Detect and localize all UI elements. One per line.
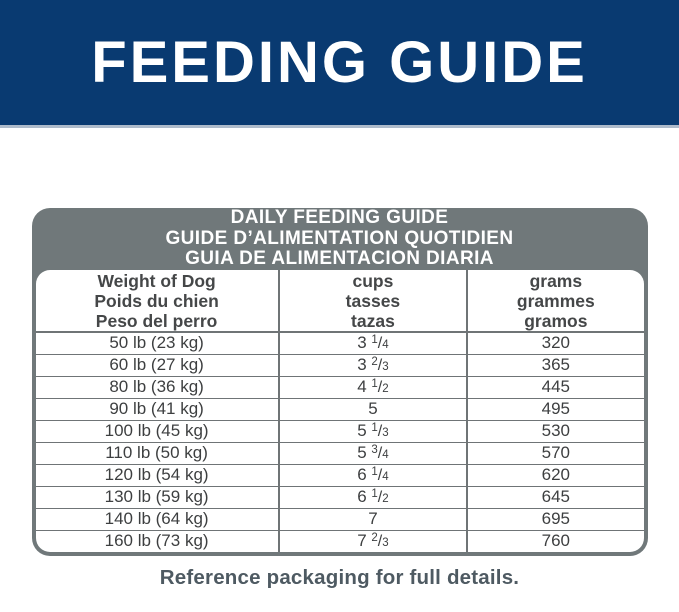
weight-cell: 100 lb (45 kg)	[36, 420, 279, 442]
fraction-slash: /	[377, 467, 383, 484]
fraction-denominator: 4	[382, 449, 389, 461]
cups-cell: 7 $^2$/3	[279, 530, 467, 552]
table-row	[36, 332, 644, 354]
fraction-numerator: 1	[371, 378, 378, 390]
table-row	[36, 354, 644, 376]
col-header-grams: grams grammes gramos	[467, 270, 643, 332]
cups-cell: 5 $^1$/3	[279, 420, 467, 442]
table-row	[36, 420, 644, 442]
fraction-denominator: 2	[382, 493, 389, 505]
cups-cell: 3 $^1$/4	[279, 332, 467, 354]
fraction-slash: /	[377, 379, 383, 396]
weight-cell: 160 lb (73 kg)	[36, 530, 279, 552]
fraction-slash: /	[377, 335, 383, 353]
weight-cell: 50 lb (23 kg)	[109, 333, 204, 353]
cups-cell: 5	[279, 398, 467, 420]
table-body-panel	[36, 270, 644, 552]
grams-cell: 570	[467, 442, 643, 464]
table-row	[36, 442, 644, 464]
feeding-guide-table	[32, 208, 648, 556]
fraction-numerator: 1	[371, 466, 378, 478]
fraction-slash: /	[377, 357, 383, 374]
feeding-data-table	[36, 270, 644, 552]
grams-cell: 445	[467, 376, 643, 398]
grams-cell: 530	[467, 420, 643, 442]
grams-cell: 365	[467, 354, 643, 376]
footer-note: Reference packaging for full details.	[159, 566, 520, 589]
fraction-numerator: 3	[371, 444, 378, 456]
fraction-numerator: 2	[371, 356, 378, 368]
fraction-denominator: 2	[382, 383, 389, 395]
fraction-denominator: 3	[382, 427, 389, 439]
table-row	[36, 530, 644, 552]
table-title-line-fr: GUIDE D’ALIMENTATION QUOTIDIEN	[165, 227, 514, 249]
weight-cell: 110 lb (50 kg)	[36, 442, 279, 464]
fraction-slash: /	[377, 533, 383, 551]
table-row	[36, 398, 644, 420]
grams-cell: 760	[467, 530, 643, 552]
fraction-slash: /	[377, 445, 383, 462]
col-header-weight: Weight of Dog Poids du chien Peso del perro	[36, 270, 279, 332]
weight-cell: 90 lb (41 kg)	[36, 398, 279, 420]
table-row	[36, 508, 644, 530]
table-row	[36, 464, 644, 486]
fraction-denominator: 3	[382, 361, 389, 373]
fraction-numerator: 1	[371, 334, 378, 347]
grams-cell: 320	[467, 332, 643, 354]
column-header-row	[36, 270, 644, 332]
table-title	[36, 208, 644, 270]
weight-cell: 140 lb (64 kg)	[36, 508, 279, 530]
table-title-line-en: DAILY FEEDING GUIDE	[230, 207, 449, 229]
table-title-line-es: GUIA DE ALIMENTACION DIARIA	[185, 248, 494, 270]
table-row	[36, 486, 644, 508]
col-header-cups: cups tasses tazas	[279, 270, 467, 332]
cups-cell: 7	[279, 508, 467, 530]
fraction-numerator: 1	[371, 422, 378, 434]
fraction-slash: /	[377, 489, 383, 506]
table-row	[36, 376, 644, 398]
fraction-denominator: 4	[382, 471, 389, 483]
grams-cell: 695	[467, 508, 643, 530]
fraction-slash: /	[377, 423, 383, 440]
weight-cell: 120 lb (54 kg)	[36, 464, 279, 486]
weight-cell: 60 lb (27 kg)	[36, 354, 279, 376]
cups-cell: 3 $^2$/3	[279, 354, 467, 376]
fraction-denominator: 3	[382, 537, 389, 550]
fraction-numerator: 2	[371, 532, 378, 545]
cups-cell: 6 $^1$/4	[279, 464, 467, 486]
cups-cell: 6 $^1$/2	[279, 486, 467, 508]
grams-cell: 495	[467, 398, 643, 420]
grams-cell: 645	[467, 486, 643, 508]
cups-cell: 5 $^3$/4	[279, 442, 467, 464]
weight-cell: 130 lb (59 kg)	[36, 486, 279, 508]
fraction-denominator: 4	[382, 339, 389, 352]
weight-cell: 80 lb (36 kg)	[36, 376, 279, 398]
banner	[0, 0, 679, 128]
page-title: FEEDING GUIDE	[91, 30, 588, 95]
cups-cell: 4 $^1$/2	[279, 376, 467, 398]
footer	[0, 566, 679, 590]
fraction-numerator: 1	[371, 488, 378, 500]
grams-cell: 620	[467, 464, 643, 486]
